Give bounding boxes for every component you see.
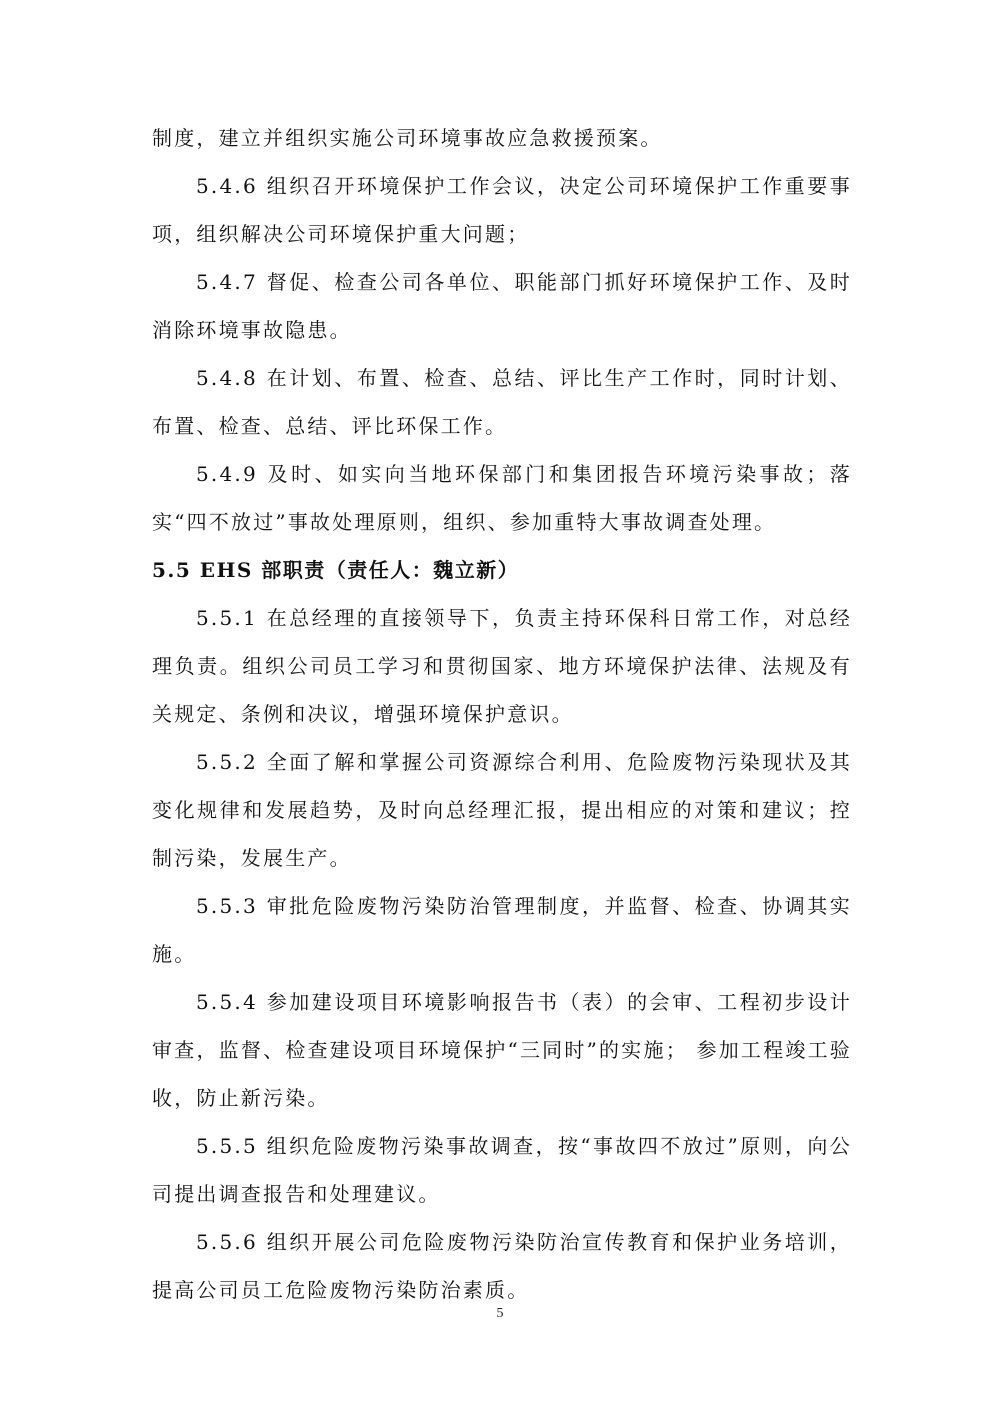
document-page	[152, 114, 852, 1314]
paragraph-5-4-9: 5.4.9 及时、如实向当地环保部门和集团报告环境污染事故；落实“四不放过”事故处理原则，组织、参加重特大事故调查处理。	[152, 462, 852, 534]
paragraph-5-4-6: 5.4.6 组织召开环境保护工作会议，决定公司环境保护工作重要事项，组织解决公司环境保护重大问题；	[152, 174, 852, 246]
paragraph-5-5-1: 5.5.1 在总经理的直接领导下，负责主持环保科日常工作，对总经理负责。组织公司员工学习和贯彻国家、地方环境保护法律、法规及有关规定、条例和决议，增强环境保护意识。	[152, 606, 852, 726]
paragraph-5-5-6: 5.5.6 组织开展公司危险废物污染防治宣传教育和保护业务培训，提高公司员工危险废物污染防治素质。	[152, 1230, 852, 1302]
paragraph-5-4-7: 5.4.7 督促、检查公司各单位、职能部门抓好环境保护工作、及时消除环境事故隐患。	[152, 270, 852, 342]
paragraph-5-5-4: 5.5.4 参加建设项目环境影响报告书（表）的会审、工程初步设计审查，监督、检查建设项目环境保护“三同时”的实施； 参加工程竣工验收，防止新污染。	[152, 990, 852, 1110]
section-heading-5-5: 5.5 EHS 部职责（责任人：魏立新）	[152, 558, 520, 582]
paragraph-5-5-5: 5.5.5 组织危险废物污染事故调查，按“事故四不放过”原则，向公司提出调查报告和处理建议。	[152, 1134, 852, 1206]
paragraph-5-5-3: 5.5.3 审批危险废物污染防治管理制度，并监督、检查、协调其实施。	[152, 894, 852, 966]
paragraph-continuation: 制度，建立并组织实施公司环境事故应急救援预案。	[152, 126, 663, 150]
paragraph-5-4-8: 5.4.8 在计划、布置、检查、总结、评比生产工作时，同时计划、布置、检查、总结、评比环保工作。	[152, 366, 852, 438]
paragraph-5-5-2: 5.5.2 全面了解和掌握公司资源综合利用、危险废物污染现状及其变化规律和发展趋势，及时向总经理汇报，提出相应的对策和建议；控制污染，发展生产。	[152, 750, 852, 870]
page-number: 5	[496, 1306, 504, 1321]
